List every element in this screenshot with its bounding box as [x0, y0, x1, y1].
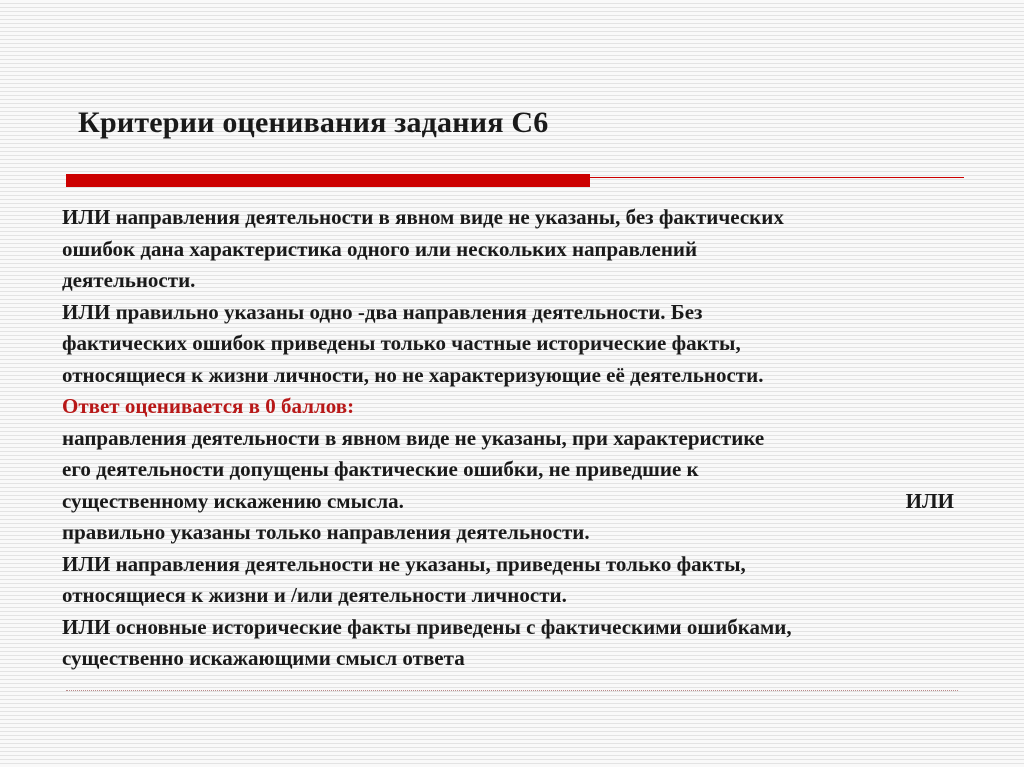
text-line: его деятельности допущены фактические ошибки, не приведшие к — [62, 457, 699, 481]
text-line-right: ИЛИ — [905, 488, 954, 513]
title-underline-bar — [66, 174, 590, 187]
text-line: ошибок дана характеристика одного или нескольких направлений — [62, 236, 698, 261]
footer-divider — [66, 690, 958, 691]
title-underline-thin-rule — [590, 177, 964, 178]
text-line: существенно искажающими смысл ответа — [62, 646, 465, 670]
text-line: направления деятельности в явном виде не указаны, при характеристике — [62, 425, 765, 450]
text-line: ИЛИ направления деятельности не указаны, приведены только факты, — [62, 551, 746, 576]
slide-title: Критерии оценивания задания С6 — [78, 106, 549, 139]
score-heading: Ответ оценивается в 0 баллов: — [62, 394, 355, 418]
text-line-with-right-aligned — [62, 486, 954, 518]
text-line: ИЛИ правильно указаны одно -два направления деятельности. Без — [62, 299, 703, 324]
criteria-text-block — [62, 202, 962, 675]
text-line: относящиеся к жизни и /или деятельности личности. — [62, 583, 567, 607]
text-line: ИЛИ направления деятельности в явном виде не указаны, без фактических — [62, 205, 784, 229]
text-line: фактических ошибок приведены только частные исторические факты, — [62, 331, 741, 355]
text-line: ИЛИ основные исторические факты приведены с фактическими ошибками, — [62, 614, 792, 639]
text-line: деятельности. — [62, 268, 196, 292]
text-line: правильно указаны только направления деятельности. — [62, 520, 590, 544]
text-line-left: существенному искажению смысла. — [62, 488, 404, 513]
text-line: относящиеся к жизни личности, но не характеризующие её деятельности. — [62, 362, 764, 387]
